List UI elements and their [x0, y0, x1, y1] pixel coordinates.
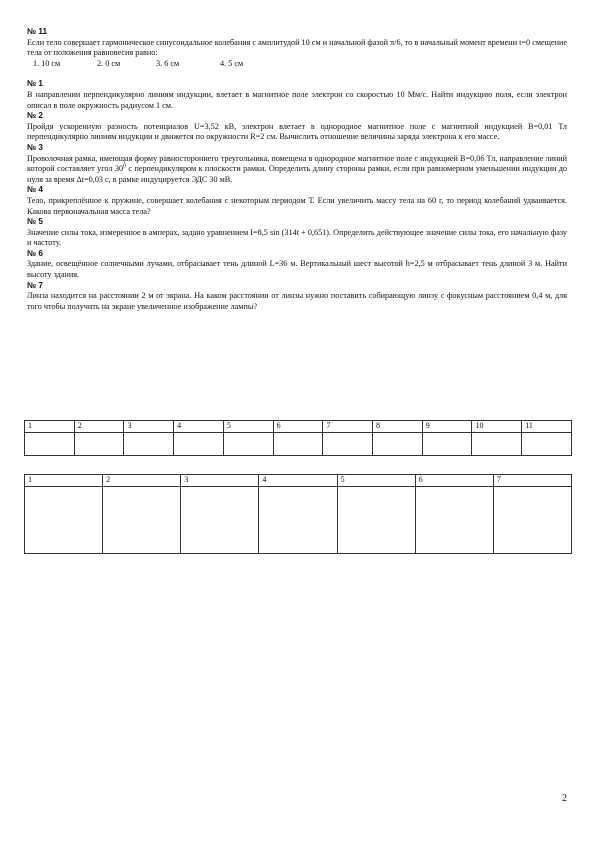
question-4	[27, 185, 567, 217]
answer-cell	[223, 433, 273, 456]
answer-cell	[74, 433, 124, 456]
table-header-cell: 2	[74, 421, 124, 433]
question-text: Линза находится на расстоянии 2 м от экрана. На каком расстоянии от линзы нужно поставить собирающую линзу с фокусным расстоянием 0,4 м, для того чтобы получить на экране увеличенное изображение лампы?	[27, 291, 567, 311]
answer-cell	[337, 487, 415, 554]
question-heading: № 3	[27, 142, 43, 152]
question-5	[27, 217, 567, 249]
answer-cell	[103, 487, 181, 554]
answer-cell	[25, 487, 103, 554]
question-text-part: с перпендикуляром к плоскости рамки. Определить длину стороны рамки, если при равномерном уменьшении индукции до нуля за время Δt=0,03 с, в рамке индуцируется ЭДС 30 мВ.	[27, 164, 568, 184]
answer-option: 1. 10 см	[33, 58, 61, 68]
table-header-row	[25, 421, 572, 433]
question-heading: № 7	[27, 280, 43, 290]
table-header-cell: 5	[223, 421, 273, 433]
answer-cell	[259, 487, 337, 554]
table-header-cell: 6	[273, 421, 323, 433]
table-header-cell: 7	[323, 421, 373, 433]
answer-options	[27, 59, 567, 70]
question-3	[27, 143, 567, 185]
table-header-cell: 10	[472, 421, 522, 433]
question-heading: № 4	[27, 185, 43, 195]
table-header-cell: 1	[25, 475, 103, 487]
answer-cell	[373, 433, 423, 456]
answer-cell	[472, 433, 522, 456]
table-header-cell: 11	[522, 421, 572, 433]
question-heading: № 2	[27, 111, 43, 121]
table-answer-row	[25, 433, 572, 456]
answer-cell	[273, 433, 323, 456]
question-heading: № 5	[27, 217, 43, 227]
answer-table-test	[24, 420, 572, 456]
question-text	[27, 154, 567, 186]
table-header-cell: 3	[181, 475, 259, 487]
answer-cell	[181, 487, 259, 554]
table-header-cell: 4	[174, 421, 224, 433]
question-text-part: Проволочная рамка, имеющая форму равностороннего треугольника, помещена в однородное магнитное поле с индукцией В=0,06 Тл, направление линий которой составляет угол 30	[27, 153, 567, 174]
table-header-cell: 4	[259, 475, 337, 487]
answer-cell	[174, 433, 224, 456]
question-text: Значение силы тока, измеренное в амперах, задано уравнением I=8,5 sin (314t + 0,651). Определить действующее значение силы тока, его начальную фазу и частоту.	[27, 227, 567, 248]
table-header-cell: 1	[25, 421, 75, 433]
question-heading: № 6	[27, 248, 43, 258]
answer-table-problems	[24, 474, 572, 554]
question-heading: № 11	[27, 27, 48, 36]
answer-option: 2. 0 см	[97, 58, 121, 68]
answer-cell	[25, 433, 75, 456]
table-header-row	[25, 475, 572, 487]
question-text: Тело, прикреплённое к пружине, совершает колебания с некоторым периодом Т. Если увеличить массу тела на 60 г, то период колебаний удваивается. Какова первоначальная масса тела?	[27, 195, 567, 216]
table-header-cell: 2	[103, 475, 181, 487]
table-header-cell: 3	[124, 421, 174, 433]
question-6	[27, 249, 567, 281]
table-header-cell: 9	[422, 421, 472, 433]
answer-cell	[493, 487, 571, 554]
answer-option: 3. 6 см	[156, 58, 180, 68]
table-header-cell: 8	[373, 421, 423, 433]
question-1	[27, 79, 567, 111]
question-text: Здание, освещённое солнечными лучами, отбрасывает тень длиной L=36 м. Вертикальный шест высотой h=2,5 м отбрасывает тень длиной 3 м. Найти высоту здания.	[27, 259, 567, 280]
table-header-cell: 7	[493, 475, 571, 487]
answer-cell	[415, 487, 493, 554]
question-text: Если тело совершает гармоническое синусоидальное колебания с амплитудой 10 см и начальной фазой π/6, то в начальный момент времени t=0 смещение тела от положения равновесия равно:	[27, 37, 567, 58]
answer-cell	[422, 433, 472, 456]
answer-cell	[522, 433, 572, 456]
page-number: 2	[562, 793, 567, 804]
question-text: В направлении перпендикулярно линиям индукции, влетает в магнитное поле электрон со скоростью 10 Мм/с. Найти индукцию поля, если электрон описал в поле окружность радиусом 1 см.	[27, 89, 567, 110]
question-text: Пройдя ускоренную разность потенциалов U=3,52 кВ, электрон влетает в однородное магнитное поле с магнитной индукцией В=0,01 Тл перпендикулярно линиям индукции и движется по окружности R=2 см. Вычислить отношение величины заряда электрона к его массе.	[27, 121, 567, 142]
answer-cell	[323, 433, 373, 456]
answer-option: 4. 5 см	[220, 58, 244, 68]
table-header-cell: 6	[415, 475, 493, 487]
degree-mark: 0	[123, 163, 127, 170]
answer-cell	[124, 433, 174, 456]
document-body	[27, 27, 567, 312]
question-11	[27, 27, 567, 69]
question-2	[27, 111, 567, 143]
question-7	[27, 281, 567, 313]
table-header-cell: 5	[337, 475, 415, 487]
table-answer-row	[25, 487, 572, 554]
question-heading: № 1	[27, 79, 43, 89]
